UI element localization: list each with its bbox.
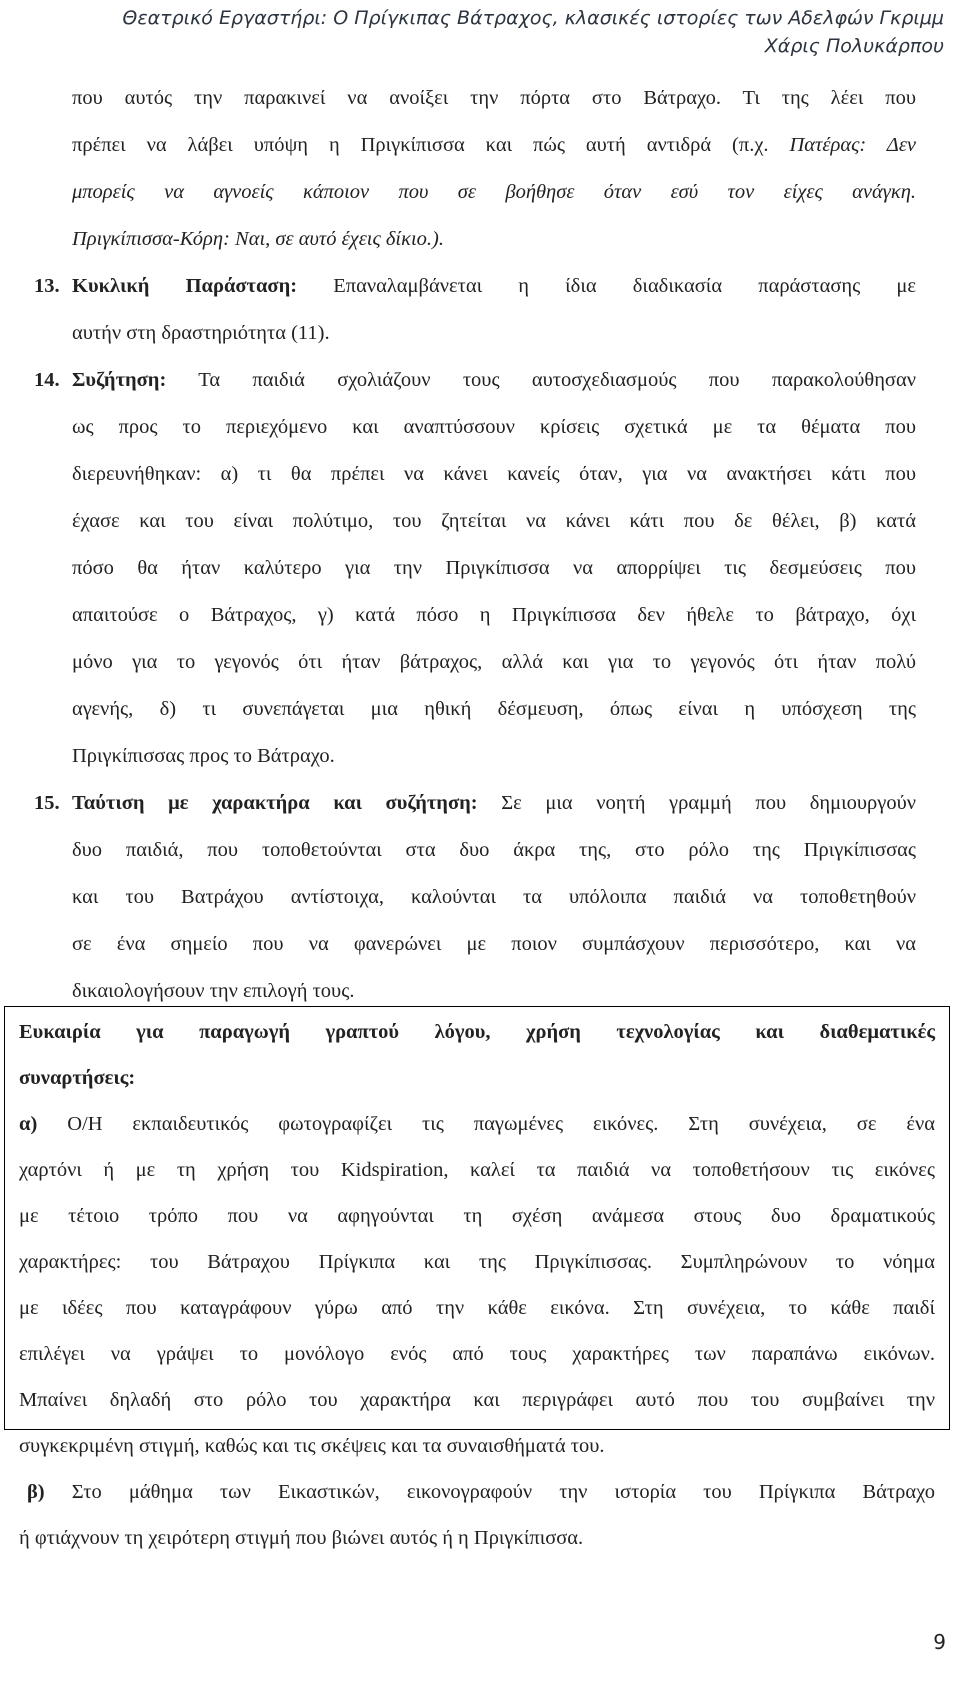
item-line: δυο παιδιά, που τοποθετούνται στα δυο άκρα της, στο ρόλο της Πριγκίπισσας xyxy=(72,839,916,861)
item-line xyxy=(72,357,916,404)
box-line: επιλέγει να γράψει το μονόλογο ενός από τους χαρακτήρες των παραπάνω εικόνων. xyxy=(19,1343,935,1365)
item-line: αυτήν στη δραστηριότητα (11). xyxy=(72,322,330,344)
box-line xyxy=(19,1469,935,1515)
item-text: Σε μια νοητή γραμμή που δημιουργούν xyxy=(477,792,917,814)
item-text: Τα παιδιά σχολιάζουν τους αυτοσχεδιασμούς που παρακολούθησαν xyxy=(166,369,916,391)
page-number: 9 xyxy=(933,1630,946,1654)
box-heading: Ευκαιρία για παραγωγή γραπτού λόγου, χρήση τεχνολογίας και διαθεματικές xyxy=(19,1021,935,1043)
item-line: μόνο για το γεγονός ότι ήταν βάτραχος, αλλά και για το γεγονός ότι ήταν πολύ xyxy=(72,651,916,673)
box-line: συγκεκριμένη στιγμή, καθώς και τις σκέψεις και τα συναισθήματά του. xyxy=(19,1435,605,1457)
list-item-15 xyxy=(34,780,917,1015)
item-line: Πριγκίπισσας προς το Βάτραχο. xyxy=(72,745,335,767)
box-heading: συναρτήσεις: xyxy=(19,1067,136,1089)
continuation-paragraph xyxy=(72,75,916,263)
continuation-text: πρέπει να λάβει υπόψη η Πριγκίπισσα και πώς αυτή αντιδρά (π.χ. xyxy=(72,134,769,156)
item-line: αγενής, δ) τι συνεπάγεται μια ηθική δέσμευση, όπως είναι η υπόσχεση της xyxy=(72,698,916,720)
item-title: Ταύτιση με χαρακτήρα και συζήτηση: xyxy=(72,792,478,814)
item-line: σε ένα σημείο που να φανερώνει με ποιον συμπάσχουν περισσότερο, και να xyxy=(72,933,916,955)
item-line xyxy=(72,780,916,827)
item-line: ως προς το περιεχόμενο και αναπτύσσουν κρίσεις σχετικά με τα θέματα που xyxy=(72,416,916,438)
box-line xyxy=(19,1101,935,1147)
box-text: Στο μάθημα των Εικαστικών, εικονογραφούν την ιστορία του Πρίγκιπα Βάτραχο xyxy=(44,1481,935,1503)
box-text: Ο/Η εκπαιδευτικός φωτογραφίζει τις παγωμένες εικόνες. Στη συνέχεια, σε ένα xyxy=(37,1113,935,1135)
continuation-italic: Πατέρας: Δεν xyxy=(768,134,916,156)
box-label-b: β) xyxy=(27,1481,45,1503)
header-author: Χάρις Πολυκάρπου xyxy=(764,35,944,57)
continuation-italic-line: μπορείς να αγνοείς κάποιον που σε βοήθησε όταν εσύ τον είχες ανάγκη. xyxy=(72,181,916,203)
item-line: έχασε και του είναι πολύτιμο, του ζητείται να κάνει κάτι που δε θέλει, β) κατά xyxy=(72,510,916,532)
item-line: διερευνήθηκαν: α) τι θα πρέπει να κάνει κανείς όταν, για να ανακτήσει κάτι που xyxy=(72,463,916,485)
item-title: Κυκλική Παράσταση: xyxy=(72,275,298,297)
box-label-a: α) xyxy=(19,1113,38,1135)
item-line: δικαιολογήσουν την επιλογή τους. xyxy=(72,980,355,1002)
list-item-13 xyxy=(34,263,916,357)
box-line: χαρτόνι ή με τη χρήση του Kidspiration, καλεί τα παιδιά να τοποθετήσουν τις εικόνες xyxy=(19,1159,935,1181)
continuation-line: που αυτός την παρακινεί να ανοίξει την πόρτα στο Βάτραχο. Τι της λέει που xyxy=(72,87,916,109)
item-line xyxy=(72,263,916,310)
box-line: ή φτιάχνουν τη χειρότερη στιγμή που βιώνει αυτός ή η Πριγκίπισσα. xyxy=(19,1527,584,1549)
box-line: με ιδέες που καταγράφουν γύρω από την κάθε εικόνα. Στη συνέχεια, το κάθε παιδί xyxy=(19,1297,935,1319)
page-header xyxy=(0,4,944,60)
box-line: Μπαίνει δηλαδή στο ρόλο του χαρακτήρα και περιγράφει αυτό που του συμβαίνει την xyxy=(19,1389,935,1411)
item-title: Συζήτηση: xyxy=(72,369,167,391)
continuation-italic-line: Πριγκίπισσα-Κόρη: Ναι, σε αυτό έχεις δίκιο.). xyxy=(72,228,444,250)
item-line: απαιτούσε ο Βάτραχος, γ) κατά πόσο η Πριγκίπισσα δεν ήθελε το βάτραχο, όχι xyxy=(72,604,916,626)
item-number: 13. xyxy=(34,275,60,297)
item-line: πόσο θα ήταν καλύτερο για την Πριγκίπισσα να απορρίψει τις δεσμεύσεις που xyxy=(72,557,916,579)
item-number: 15. xyxy=(34,792,60,814)
list-item-14 xyxy=(34,357,916,780)
document-body xyxy=(34,75,917,1015)
box-line: με τέτοιο τρόπο που να αφηγούνται τη σχέση ανάμεσα στους δυο δραματικούς xyxy=(19,1205,935,1227)
item-number: 14. xyxy=(34,369,60,391)
continuation-line xyxy=(72,122,916,169)
item-line: και του Βατράχου αντίστοιχα, καλούνται τα υπόλοιπα παιδιά να τοποθετηθούν xyxy=(72,886,916,908)
box-line: χαρακτήρες: του Βάτραχου Πρίγκιπα και της Πριγκίπισσας. Συμπληρώνουν το νόημα xyxy=(19,1251,935,1273)
header-title: Θεατρικό Εργαστήρι: Ο Πρίγκιπας Βάτραχος, κλασικές ιστορίες των Αδελφών Γκριμμ xyxy=(122,7,944,29)
writing-opportunity-box xyxy=(4,1006,950,1549)
item-text: Επαναλαμβάνεται η ίδια διαδικασία παράστασης με xyxy=(297,275,916,297)
